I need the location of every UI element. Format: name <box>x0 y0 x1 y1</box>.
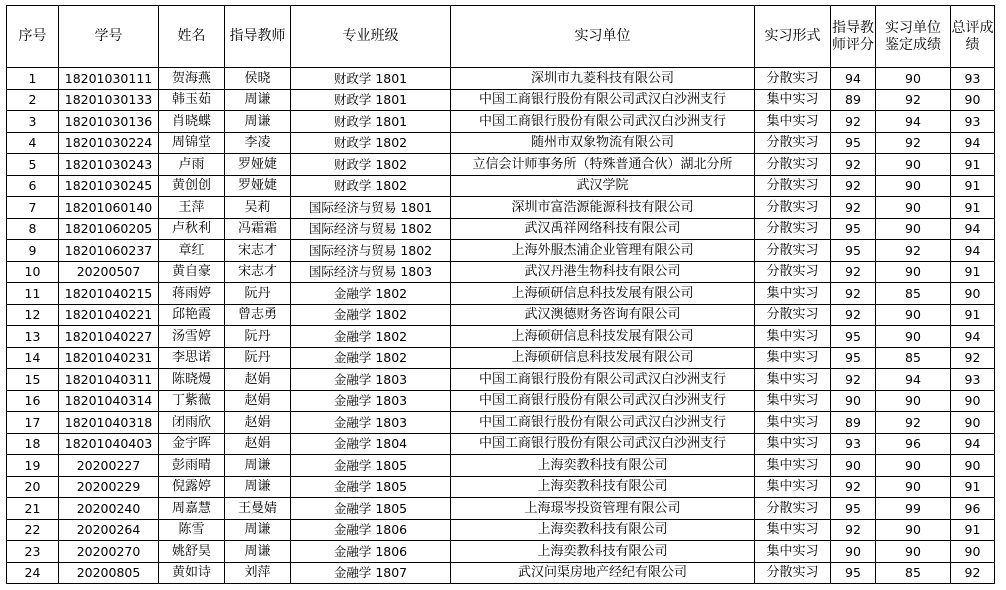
table-row <box>7 541 995 563</box>
cell-student-id: 18201060237 <box>59 240 159 262</box>
cell-name: 闭雨欣 <box>159 412 225 434</box>
cell-company-score: 92 <box>876 132 951 154</box>
cell-advisor: 周谦 <box>225 89 291 111</box>
table-row <box>7 111 995 133</box>
cell-advisor: 吴莉 <box>225 197 291 219</box>
cell-type: 集中实习 <box>755 347 831 369</box>
table-row <box>7 132 995 154</box>
cell-company: 中国工商银行股份有限公司武汉白沙洲支行 <box>451 433 755 455</box>
cell-company: 上海奕教科技有限公司 <box>451 476 755 498</box>
cell-type: 分散实习 <box>755 68 831 90</box>
cell-total-score: 94 <box>951 218 995 240</box>
cell-company-score: 90 <box>876 519 951 541</box>
cell-total-score: 93 <box>951 68 995 90</box>
cell-class: 财政学 1802 <box>291 154 451 176</box>
cell-type: 分散实习 <box>755 154 831 176</box>
cell-advisor-score: 95 <box>831 240 876 262</box>
cell-student-id: 18201040231 <box>59 347 159 369</box>
cell-company-score: 94 <box>876 111 951 133</box>
table-row <box>7 89 995 111</box>
cell-advisor: 宋志才 <box>225 261 291 283</box>
cell-total-score: 96 <box>951 498 995 520</box>
cell-company-score: 92 <box>876 89 951 111</box>
cell-type: 集中实习 <box>755 541 831 563</box>
cell-advisor-score: 95 <box>831 562 876 584</box>
table-row <box>7 562 995 584</box>
cell-advisor-score: 92 <box>831 369 876 391</box>
cell-company-score: 90 <box>876 304 951 326</box>
cell-index: 6 <box>7 175 59 197</box>
cell-name: 蒋雨婷 <box>159 283 225 305</box>
cell-type: 集中实习 <box>755 455 831 477</box>
cell-company: 立信会计师事务所（特殊普通合伙）湖北分所 <box>451 154 755 176</box>
cell-total-score: 94 <box>951 132 995 154</box>
cell-advisor-score: 95 <box>831 132 876 154</box>
cell-advisor: 李凌 <box>225 132 291 154</box>
cell-index: 9 <box>7 240 59 262</box>
cell-advisor: 阮丹 <box>225 283 291 305</box>
table-row <box>7 390 995 412</box>
cell-index: 14 <box>7 347 59 369</box>
cell-total-score: 90 <box>951 283 995 305</box>
cell-advisor: 王曼婧 <box>225 498 291 520</box>
cell-name: 贺海燕 <box>159 68 225 90</box>
header-row <box>7 6 995 68</box>
cell-advisor: 阮丹 <box>225 326 291 348</box>
cell-company-score: 92 <box>876 240 951 262</box>
cell-name: 韩玉茹 <box>159 89 225 111</box>
cell-total-score: 91 <box>951 154 995 176</box>
table-row <box>7 197 995 219</box>
cell-index: 19 <box>7 455 59 477</box>
col-header-type: 实习形式 <box>755 6 831 68</box>
cell-type: 集中实习 <box>755 369 831 391</box>
cell-total-score: 91 <box>951 304 995 326</box>
table-row <box>7 261 995 283</box>
cell-company-score: 99 <box>876 498 951 520</box>
cell-advisor: 赵娟 <box>225 433 291 455</box>
cell-company: 上海奕教科技有限公司 <box>451 519 755 541</box>
cell-student-id: 18201040403 <box>59 433 159 455</box>
cell-name: 肖晓蝶 <box>159 111 225 133</box>
table-row <box>7 369 995 391</box>
cell-company: 中国工商银行股份有限公司武汉白沙洲支行 <box>451 412 755 434</box>
cell-advisor-score: 90 <box>831 455 876 477</box>
cell-name: 王萍 <box>159 197 225 219</box>
cell-name: 彭雨晴 <box>159 455 225 477</box>
col-header-name: 姓名 <box>159 6 225 68</box>
cell-total-score: 90 <box>951 412 995 434</box>
cell-company-score: 85 <box>876 283 951 305</box>
cell-student-id: 20200240 <box>59 498 159 520</box>
col-header-class: 专业班级 <box>291 6 451 68</box>
cell-student-id: 18201030245 <box>59 175 159 197</box>
cell-advisor-score: 92 <box>831 111 876 133</box>
cell-company-score: 90 <box>876 476 951 498</box>
cell-name: 倪露婷 <box>159 476 225 498</box>
cell-advisor: 阮丹 <box>225 347 291 369</box>
cell-company: 中国工商银行股份有限公司武汉白沙洲支行 <box>451 111 755 133</box>
internship-grades-table <box>6 5 995 584</box>
table-row <box>7 433 995 455</box>
cell-student-id: 18201030136 <box>59 111 159 133</box>
cell-company-score: 90 <box>876 261 951 283</box>
cell-student-id: 18201060140 <box>59 197 159 219</box>
cell-student-id: 18201040311 <box>59 369 159 391</box>
cell-class: 财政学 1802 <box>291 175 451 197</box>
cell-class: 金融学 1805 <box>291 476 451 498</box>
cell-student-id: 20200507 <box>59 261 159 283</box>
cell-total-score: 92 <box>951 562 995 584</box>
cell-index: 24 <box>7 562 59 584</box>
col-header-student-id: 学号 <box>59 6 159 68</box>
cell-advisor-score: 92 <box>831 154 876 176</box>
cell-advisor: 赵娟 <box>225 390 291 412</box>
cell-student-id: 18201030111 <box>59 68 159 90</box>
cell-advisor: 曾志勇 <box>225 304 291 326</box>
cell-student-id: 20200227 <box>59 455 159 477</box>
cell-company-score: 96 <box>876 433 951 455</box>
cell-student-id: 18201040318 <box>59 412 159 434</box>
cell-company: 上海硕研信息科技发展有限公司 <box>451 283 755 305</box>
cell-advisor-score: 92 <box>831 476 876 498</box>
cell-type: 集中实习 <box>755 433 831 455</box>
cell-company-score: 90 <box>876 154 951 176</box>
cell-index: 16 <box>7 390 59 412</box>
cell-advisor-score: 89 <box>831 412 876 434</box>
cell-class: 金融学 1806 <box>291 541 451 563</box>
cell-name: 黄创创 <box>159 175 225 197</box>
cell-company: 深圳市九菱科技有限公司 <box>451 68 755 90</box>
cell-name: 丁紫薇 <box>159 390 225 412</box>
col-header-company: 实习单位 <box>451 6 755 68</box>
cell-company: 上海奕教科技有限公司 <box>451 541 755 563</box>
cell-index: 1 <box>7 68 59 90</box>
cell-advisor: 冯霜霜 <box>225 218 291 240</box>
cell-total-score: 90 <box>951 455 995 477</box>
cell-class: 金融学 1807 <box>291 562 451 584</box>
cell-class: 国际经济与贸易 1802 <box>291 218 451 240</box>
cell-type: 分散实习 <box>755 218 831 240</box>
cell-company: 中国工商银行股份有限公司武汉白沙洲支行 <box>451 369 755 391</box>
cell-advisor-score: 95 <box>831 326 876 348</box>
cell-index: 21 <box>7 498 59 520</box>
cell-type: 集中实习 <box>755 412 831 434</box>
cell-type: 分散实习 <box>755 498 831 520</box>
table-row <box>7 412 995 434</box>
cell-name: 汤雪婷 <box>159 326 225 348</box>
cell-advisor-score: 90 <box>831 390 876 412</box>
table-row <box>7 326 995 348</box>
table-row <box>7 304 995 326</box>
cell-name: 金宇晖 <box>159 433 225 455</box>
cell-advisor: 周谦 <box>225 111 291 133</box>
cell-company-score: 90 <box>876 326 951 348</box>
cell-student-id: 18201040215 <box>59 283 159 305</box>
cell-index: 18 <box>7 433 59 455</box>
cell-company-score: 94 <box>876 369 951 391</box>
cell-student-id: 18201040227 <box>59 326 159 348</box>
cell-company: 上海奕教科技有限公司 <box>451 455 755 477</box>
cell-class: 金融学 1802 <box>291 283 451 305</box>
cell-class: 财政学 1802 <box>291 132 451 154</box>
cell-advisor: 刘萍 <box>225 562 291 584</box>
cell-class: 金融学 1802 <box>291 304 451 326</box>
cell-class: 金融学 1804 <box>291 433 451 455</box>
cell-student-id: 18201030224 <box>59 132 159 154</box>
cell-type: 集中实习 <box>755 283 831 305</box>
cell-student-id: 18201040221 <box>59 304 159 326</box>
cell-company: 随州市双象物流有限公司 <box>451 132 755 154</box>
cell-type: 集中实习 <box>755 111 831 133</box>
cell-company: 上海璟岑投资管理有限公司 <box>451 498 755 520</box>
cell-name: 卢雨 <box>159 154 225 176</box>
cell-name: 李思诺 <box>159 347 225 369</box>
cell-index: 13 <box>7 326 59 348</box>
cell-company-score: 85 <box>876 347 951 369</box>
table-row <box>7 154 995 176</box>
cell-company-score: 90 <box>876 68 951 90</box>
cell-advisor-score: 93 <box>831 433 876 455</box>
cell-class: 金融学 1802 <box>291 326 451 348</box>
cell-student-id: 18201030133 <box>59 89 159 111</box>
cell-advisor-score: 92 <box>831 519 876 541</box>
cell-company-score: 92 <box>876 412 951 434</box>
col-header-advisor-score: 指导教师评分 <box>831 6 876 68</box>
cell-total-score: 91 <box>951 175 995 197</box>
cell-type: 分散实习 <box>755 562 831 584</box>
cell-total-score: 92 <box>951 347 995 369</box>
cell-index: 2 <box>7 89 59 111</box>
cell-advisor: 周谦 <box>225 541 291 563</box>
cell-total-score: 91 <box>951 476 995 498</box>
cell-class: 财政学 1801 <box>291 68 451 90</box>
cell-type: 集中实习 <box>755 476 831 498</box>
col-header-index: 序号 <box>7 6 59 68</box>
cell-type: 分散实习 <box>755 261 831 283</box>
cell-advisor-score: 95 <box>831 218 876 240</box>
cell-type: 集中实习 <box>755 326 831 348</box>
cell-name: 陈晓熳 <box>159 369 225 391</box>
cell-advisor-score: 95 <box>831 347 876 369</box>
cell-index: 4 <box>7 132 59 154</box>
cell-student-id: 20200270 <box>59 541 159 563</box>
cell-company-score: 85 <box>876 562 951 584</box>
cell-class: 财政学 1801 <box>291 89 451 111</box>
table-row <box>7 455 995 477</box>
cell-index: 5 <box>7 154 59 176</box>
cell-total-score: 94 <box>951 326 995 348</box>
cell-company-score: 90 <box>876 197 951 219</box>
cell-type: 分散实习 <box>755 132 831 154</box>
cell-company: 武汉学院 <box>451 175 755 197</box>
cell-index: 22 <box>7 519 59 541</box>
cell-index: 3 <box>7 111 59 133</box>
cell-advisor: 周谦 <box>225 455 291 477</box>
cell-name: 周锦堂 <box>159 132 225 154</box>
cell-index: 17 <box>7 412 59 434</box>
cell-advisor: 赵娟 <box>225 412 291 434</box>
cell-name: 卢秋利 <box>159 218 225 240</box>
cell-index: 11 <box>7 283 59 305</box>
cell-advisor: 周谦 <box>225 476 291 498</box>
cell-company: 武汉禹祥网络科技有限公司 <box>451 218 755 240</box>
cell-student-id: 18201060205 <box>59 218 159 240</box>
cell-name: 邱艳霞 <box>159 304 225 326</box>
cell-name: 黄如诗 <box>159 562 225 584</box>
cell-index: 20 <box>7 476 59 498</box>
col-header-advisor: 指导教师 <box>225 6 291 68</box>
cell-name: 陈雪 <box>159 519 225 541</box>
cell-total-score: 90 <box>951 390 995 412</box>
cell-advisor-score: 92 <box>831 283 876 305</box>
cell-class: 金融学 1805 <box>291 455 451 477</box>
cell-company: 武汉丹港生物科技有限公司 <box>451 261 755 283</box>
cell-advisor: 宋志才 <box>225 240 291 262</box>
cell-name: 周嘉慧 <box>159 498 225 520</box>
cell-total-score: 90 <box>951 541 995 563</box>
cell-name: 黄自豪 <box>159 261 225 283</box>
cell-advisor-score: 92 <box>831 175 876 197</box>
cell-total-score: 94 <box>951 240 995 262</box>
cell-class: 金融学 1805 <box>291 498 451 520</box>
cell-company-score: 90 <box>876 390 951 412</box>
cell-student-id: 18201030243 <box>59 154 159 176</box>
table-row <box>7 498 995 520</box>
cell-company: 上海外服杰浦企业管理有限公司 <box>451 240 755 262</box>
cell-class: 金融学 1803 <box>291 412 451 434</box>
cell-type: 集中实习 <box>755 519 831 541</box>
cell-student-id: 20200264 <box>59 519 159 541</box>
cell-advisor-score: 90 <box>831 541 876 563</box>
cell-advisor: 周谦 <box>225 519 291 541</box>
cell-advisor-score: 94 <box>831 68 876 90</box>
cell-total-score: 90 <box>951 89 995 111</box>
cell-company-score: 90 <box>876 218 951 240</box>
cell-index: 10 <box>7 261 59 283</box>
table-row <box>7 218 995 240</box>
cell-advisor-score: 92 <box>831 304 876 326</box>
table-row <box>7 68 995 90</box>
cell-advisor-score: 92 <box>831 261 876 283</box>
cell-total-score: 91 <box>951 197 995 219</box>
cell-student-id: 18201040314 <box>59 390 159 412</box>
cell-company: 中国工商银行股份有限公司武汉白沙洲支行 <box>451 89 755 111</box>
cell-index: 23 <box>7 541 59 563</box>
cell-type: 集中实习 <box>755 390 831 412</box>
cell-name: 章红 <box>159 240 225 262</box>
cell-advisor: 罗娅婕 <box>225 154 291 176</box>
cell-company: 上海硕研信息科技发展有限公司 <box>451 347 755 369</box>
cell-company-score: 90 <box>876 455 951 477</box>
cell-student-id: 20200229 <box>59 476 159 498</box>
cell-class: 国际经济与贸易 1802 <box>291 240 451 262</box>
cell-type: 分散实习 <box>755 240 831 262</box>
cell-total-score: 91 <box>951 261 995 283</box>
cell-type: 分散实习 <box>755 197 831 219</box>
table-row <box>7 240 995 262</box>
cell-type: 集中实习 <box>755 89 831 111</box>
cell-student-id: 20200805 <box>59 562 159 584</box>
cell-advisor-score: 89 <box>831 89 876 111</box>
cell-advisor: 侯晓 <box>225 68 291 90</box>
table-row <box>7 347 995 369</box>
cell-class: 国际经济与贸易 1803 <box>291 261 451 283</box>
cell-class: 金融学 1802 <box>291 347 451 369</box>
table-row <box>7 283 995 305</box>
cell-class: 金融学 1806 <box>291 519 451 541</box>
cell-total-score: 91 <box>951 519 995 541</box>
cell-name: 姚舒昊 <box>159 541 225 563</box>
cell-advisor-score: 92 <box>831 197 876 219</box>
cell-total-score: 93 <box>951 111 995 133</box>
cell-company: 武汉问渠房地产经纪有限公司 <box>451 562 755 584</box>
cell-advisor-score: 95 <box>831 498 876 520</box>
cell-total-score: 93 <box>951 369 995 391</box>
cell-company-score: 90 <box>876 175 951 197</box>
cell-company: 武汉澳德财务咨询有限公司 <box>451 304 755 326</box>
cell-index: 15 <box>7 369 59 391</box>
cell-class: 财政学 1801 <box>291 111 451 133</box>
cell-company: 中国工商银行股份有限公司武汉白沙洲支行 <box>451 390 755 412</box>
col-header-company-score: 实习单位 鉴定成绩 <box>876 6 951 68</box>
cell-index: 8 <box>7 218 59 240</box>
table-row <box>7 476 995 498</box>
table-row <box>7 175 995 197</box>
cell-advisor: 罗娅婕 <box>225 175 291 197</box>
table-row <box>7 519 995 541</box>
cell-company: 深圳市富浩源能源科技有限公司 <box>451 197 755 219</box>
cell-type: 分散实习 <box>755 175 831 197</box>
cell-index: 7 <box>7 197 59 219</box>
cell-company: 上海硕研信息科技发展有限公司 <box>451 326 755 348</box>
col-header-total-score: 总评成绩 <box>951 6 995 68</box>
cell-index: 12 <box>7 304 59 326</box>
cell-type: 分散实习 <box>755 304 831 326</box>
cell-class: 金融学 1803 <box>291 369 451 391</box>
cell-class: 金融学 1803 <box>291 390 451 412</box>
cell-class: 国际经济与贸易 1801 <box>291 197 451 219</box>
cell-company-score: 90 <box>876 541 951 563</box>
cell-advisor: 赵娟 <box>225 369 291 391</box>
cell-total-score: 94 <box>951 433 995 455</box>
